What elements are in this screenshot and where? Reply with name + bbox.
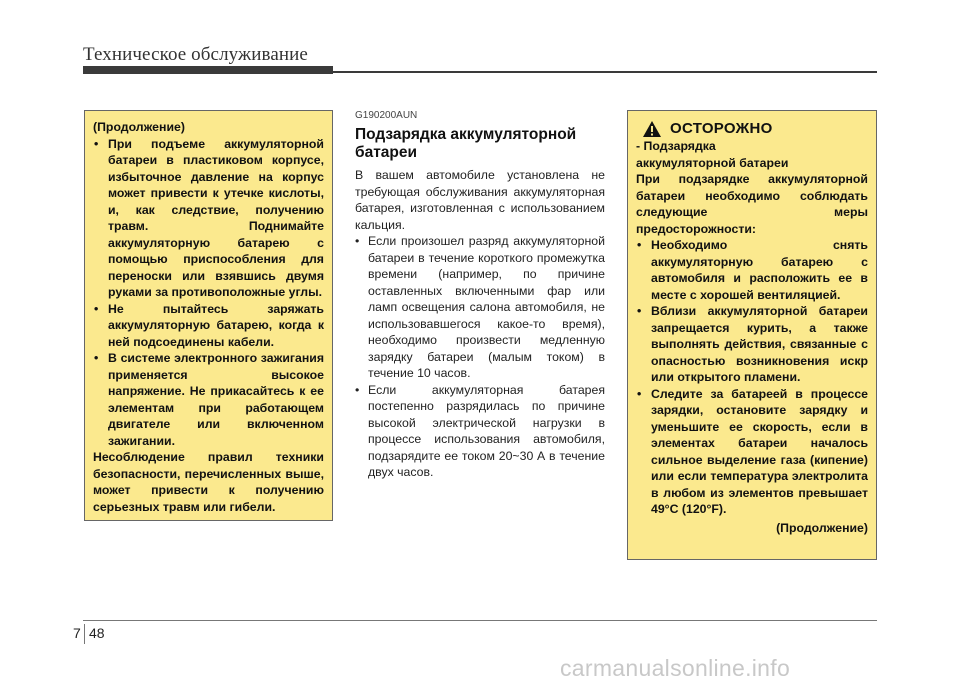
section-title: Техническое обслуживание: [83, 44, 308, 65]
section-code: G190200AUN: [355, 110, 418, 121]
warning-item: • Не пытайтесь заряжать аккумуляторную батарею, когда к ней подсоединены кабели.: [93, 301, 324, 351]
caution-box: [627, 110, 877, 560]
caution-intro: При подзарядке аккумуляторной батареи необходимо соблюдать следующие меры предосторожности:: [636, 172, 868, 236]
intro-paragraph: В вашем автомобиле установлена не требующая обслуживания аккумуляторная батарея, изготовленная с использованием кальция.: [355, 168, 605, 232]
warning-list: [93, 136, 324, 450]
caution-subtitle: - Подзарядка: [636, 139, 716, 153]
main-content: [355, 110, 605, 481]
caution-item: • Необходимо снять аккумуляторную батарею с автомобиля и расположить ее в месте с хорошей вентиляцией.: [636, 237, 868, 303]
page-number: 48: [89, 625, 105, 641]
caution-subtitle-cont: аккумуляторной батареи: [636, 155, 789, 170]
caution-title: ОСТОРОЖНО: [670, 119, 773, 137]
header-rule-thin: [333, 71, 877, 73]
caution-item: • Вблизи аккумуляторной батареи запрещается курить, а также выполнять действия, связанные с опасностью возникновения искр или открытого пламени.: [636, 303, 868, 386]
warning-item: • В системе электронного зажигания применяется высокое напряжение. Не прикасайтесь к ее элементам при работающем двигателе или включенном зажигании.: [93, 350, 324, 449]
instruction-list: [355, 233, 605, 481]
page-title: Подзарядка аккумуляторной батареи: [355, 126, 577, 161]
continued-label: (Продолжение): [93, 120, 185, 134]
watermark: carmanualsonline.info: [560, 655, 791, 681]
footer-rule: [83, 620, 877, 621]
chapter-number: 7: [73, 625, 81, 641]
instruction-item: • Если аккумуляторная батарея постепенно разрядилась по причине высокой электрической нагрузки в процессе использования автомобиля, подзарядите ее током 20~30 А в течение двух часов.: [355, 382, 605, 481]
warning-item: • При подъеме аккумуляторной батареи в пластиковом корпусе, избыточное давление на корпус может привести к утечке кислоты, и, как следствие, получению травм. Поднимайте аккумуляторную батарею с помощью приспособления для переноски или взявшись двумя руками за противоположные углы.: [93, 136, 324, 301]
caution-item: • Следите за батареей в процессе зарядки, остановите зарядку и уменьшите ее скорость, если в элементах батареи началось сильное выделение газа (кипение) или если температура электролита в любом из элементов превышает 49°C (120°F).: [636, 386, 868, 518]
caution-header: [642, 120, 868, 138]
continued-warning-box: [84, 110, 333, 521]
instruction-item: • Если произошел разряд аккумуляторной батареи в течение короткого промежутка времени (например, по причине оставленных включенными фар или ламп освещения салона автомобиля, не использовавшегося какое-то время), необходимо произвести медленную зарядку батареи (малым током) в течение 10 часов.: [355, 233, 605, 382]
page-separator: [84, 624, 85, 644]
warning-closing: Несоблюдение правил техники безопасности, перечисленных выше, может привести к получению серьезных травм или гибели.: [93, 450, 324, 514]
continued-label: (Продолжение): [776, 520, 868, 535]
header-rule-thick: [83, 66, 333, 74]
warning-triangle-icon: [642, 120, 662, 138]
caution-list: [636, 237, 868, 518]
